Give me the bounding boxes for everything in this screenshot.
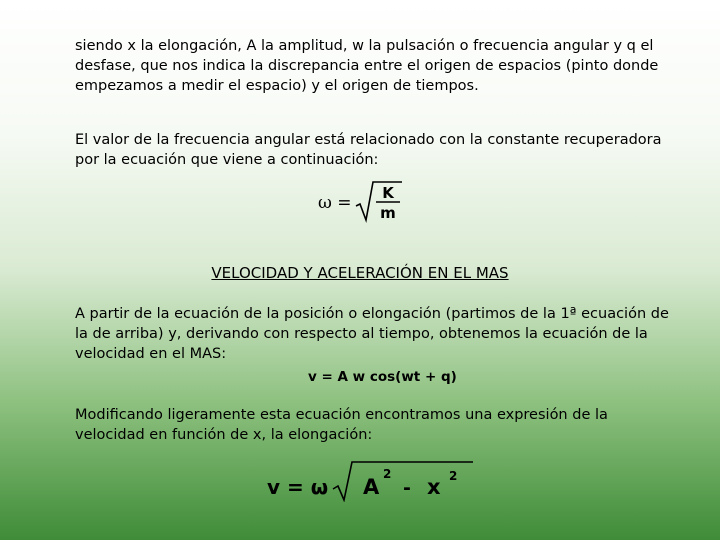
section-heading: VELOCIDAD Y ACELERACIÓN EN EL MAS	[211, 264, 509, 282]
formula2-minus: -	[403, 477, 411, 499]
paragraph-definitions: siendo x la elongación, A la amplitud, w la pulsación o frecuencia angular y q el desfase, que nos indica la discrepancia entre el origen de espacios (pinto donde empezamos a medir el espacio) y el origen de tiempos.	[75, 38, 659, 94]
formula2-lhs: v = ω	[267, 475, 329, 499]
paragraph-velocity-elongation: Modificando ligeramente esta ecuación encontramos una expresión de la velocidad en función de x, la elongación:	[75, 407, 608, 443]
formula2-exp-a: 2	[383, 467, 392, 481]
formula1-lhs: ω =	[318, 193, 352, 213]
formula2-exp-x: 2	[449, 469, 458, 483]
formula1-numerator: K	[382, 184, 394, 202]
paragraph-angular-frequency: El valor de la frecuencia angular está relacionado con la constante recuperadora por la ecuación que viene a continuación:	[75, 132, 662, 168]
velocity-elongation-formula	[265, 456, 475, 502]
paragraph-velocity-derivation: A partir de la ecuación de la posición o elongación (partimos de la 1ª ecuación de la de arriba) y, derivando con respecto al tiempo, obtenemos la ecuación de la velocidad en el MAS:	[75, 306, 669, 362]
formula1-denominator: m	[380, 204, 396, 222]
formula2-x: x	[427, 475, 441, 499]
velocity-equation: v = A w cos(wt + q)	[308, 369, 457, 385]
formula2-a: A	[363, 475, 380, 499]
angular-frequency-formula	[318, 178, 404, 224]
